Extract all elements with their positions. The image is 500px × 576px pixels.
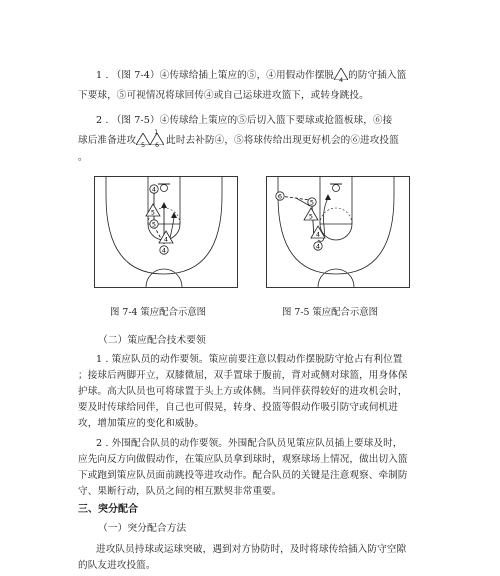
- para2-text-a: 球后准备进攻: [78, 135, 137, 146]
- svg-text:4: 4: [151, 185, 157, 194]
- diagram-fig-7-4: [94, 176, 238, 288]
- section-title: 三、突分配合: [78, 504, 138, 515]
- player-6: [276, 192, 284, 201]
- para2-line1: 2 . （图 7-5）④传球给上策应的⑤后切入篮下要球或抢篮板球，⑥接: [96, 115, 393, 126]
- player-4: [314, 242, 322, 251]
- triangle-label: 5: [141, 141, 146, 149]
- para4-line4: 守、果断行动，队员之间的相互默契非常重要。: [78, 486, 282, 497]
- svg-text:4: 4: [161, 246, 167, 255]
- svg-text:5: 5: [150, 208, 156, 217]
- para5-line2: 的队友进攻投篮。: [78, 560, 156, 571]
- defender-triangle-icon: [334, 68, 348, 84]
- para1-text-b: 的防守插入篮: [348, 70, 407, 81]
- para3-line1: 1 . 策应队员的动作要领。策应前要注意以假动作摆脱防守抢占有利位置: [96, 354, 403, 365]
- court-border: [267, 177, 410, 288]
- player-4-bottom: [160, 246, 168, 255]
- para3-line2: ；接球后两脚开立，双膝微屈，双手置球于腹前，背对或侧对球篮，用身体保: [78, 370, 408, 381]
- player-5: [150, 220, 158, 229]
- diagram-fig-7-5: [266, 176, 410, 288]
- svg-text:4: 4: [163, 235, 169, 244]
- para4-line1: 2 . 外围配合队员的动作要领。外围配合队员见策应队员插上要球及时，: [96, 438, 403, 449]
- svg-text:4: 4: [315, 230, 321, 239]
- para4-line3: 下或跑到策应队员面前跳投等进攻动作。配合队员的关键是注意观察、牵制防: [78, 470, 408, 481]
- svg-text:5: 5: [308, 212, 314, 221]
- para3-line3: 护球。高大队员也可将球置于头上方或体侧。当同伴获得较好的进攻机会时，: [78, 386, 408, 397]
- section-heading: （二）策应配合技术要领: [98, 335, 206, 346]
- svg-text:6: 6: [277, 192, 283, 201]
- para1-text-a: 1 . （图 7-4）④传球给插上策应的⑤，④用假动作摆脱: [96, 70, 335, 81]
- para2-line3: 。: [78, 152, 88, 163]
- para1-line2: 下要球，⑤可视情况将球回传④或自己运球进攻篮下，或转身跳投。: [78, 90, 369, 101]
- para3-line4: 要及时传球给同伴，自己也可假晃，转身、投篮等假动作吸引防守或伺机进: [78, 402, 398, 413]
- para5-line1: 进攻队员持球或运球突破，遇到对方协防时，及时将球传给插入防守空隙: [96, 544, 407, 555]
- triangle-note: 1: [154, 128, 159, 136]
- defender-5-triangle: [304, 208, 318, 221]
- svg-text:5: 5: [151, 220, 157, 229]
- section-subheading: （一）突分配合方法: [98, 523, 187, 534]
- svg-text:4: 4: [315, 242, 321, 251]
- para4-line2: 应先向反方向做假动作，在策应队员拿到球时，观察球场上情况，做出切入篮: [78, 454, 408, 465]
- para3-line5: 攻，增加策应的变化和威胁。: [78, 418, 205, 429]
- player-5: [308, 198, 316, 207]
- defender-triangle-icon: [136, 133, 150, 149]
- defender-triangle-icon: [150, 133, 164, 149]
- para1-line1: [96, 66, 436, 86]
- triangle-label: 6: [155, 141, 160, 149]
- svg-text:5: 5: [309, 198, 315, 207]
- triangle-label: 4: [339, 76, 344, 84]
- player-4-top: [150, 185, 158, 194]
- para2-text-b: 此时去补防④，⑤将球传给出现更好机会的⑥进攻投篮: [166, 135, 399, 146]
- caption-fig-7-5: 图 7-5 策应配合示意图: [282, 307, 379, 318]
- caption-fig-7-4: 图 7-4 策应配合示意图: [110, 307, 207, 318]
